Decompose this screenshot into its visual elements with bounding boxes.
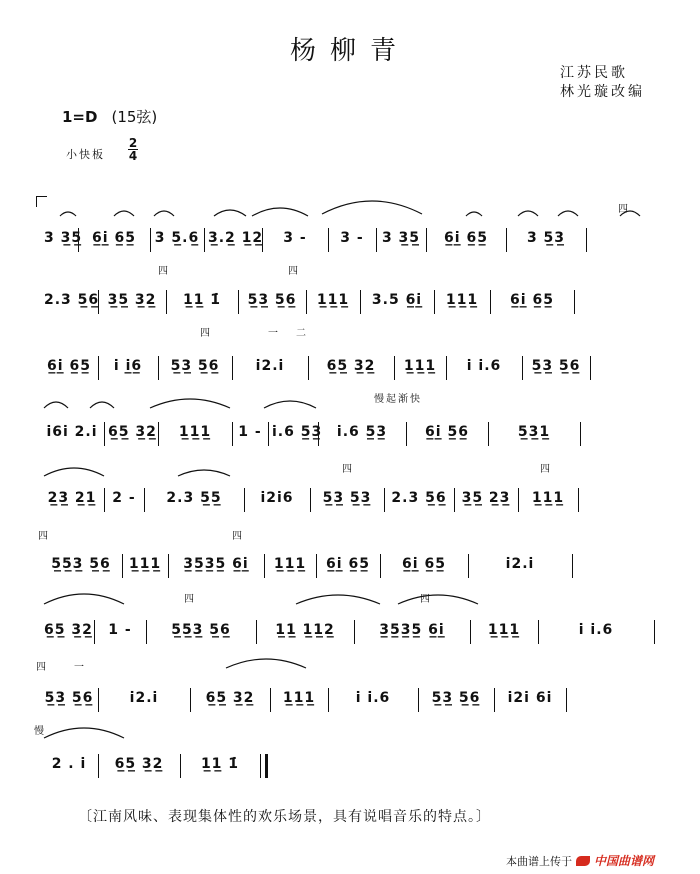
barline <box>354 620 355 644</box>
slur-arc <box>518 211 538 216</box>
key-label: 1=D <box>62 108 98 126</box>
measure: 3 3̲5̲ <box>381 230 421 246</box>
measure: 1̲1̲ 1̇ <box>182 292 222 308</box>
barline <box>180 754 181 778</box>
fingering-si: 四 <box>618 204 628 215</box>
measure: 1̲1̲1̲ <box>445 292 479 308</box>
barline <box>104 422 105 446</box>
barline <box>446 356 447 380</box>
tempo-slow-marking: 慢 <box>34 726 44 737</box>
score-row <box>40 556 660 582</box>
measure: 5̲5̲3̲ 5̲6̲ <box>171 622 231 638</box>
slur-arc <box>154 211 174 216</box>
measure: 6̲i̲̇ 6̲5̲ <box>444 230 488 246</box>
site-logo-icon <box>576 856 590 866</box>
measure: 6̲i̲̇ 5̲6̲ <box>425 424 469 440</box>
barline <box>418 688 419 712</box>
barline <box>490 290 491 314</box>
slur-arc <box>466 212 482 216</box>
measure: 3 5̲3̲ <box>526 230 566 246</box>
barline <box>166 290 167 314</box>
measure: 1̲1̲1̲ <box>487 622 521 638</box>
measure: 5̲5̲3̲ 5̲6̲ <box>51 556 111 572</box>
barline <box>270 688 271 712</box>
slur-arc <box>558 211 578 216</box>
site-name: 中国曲谱网 <box>594 854 655 868</box>
slur-arc <box>44 594 124 604</box>
barline <box>262 228 263 252</box>
performance-note: 〔江南风味、表现集体性的欢乐场景，具有说唱音乐的特点。〕 <box>78 809 491 825</box>
slur-arc <box>60 212 76 216</box>
score-row <box>40 756 660 782</box>
score-row <box>40 490 660 516</box>
barline <box>488 422 489 446</box>
measure: 2.3 5̲6̲ <box>44 292 100 308</box>
measure: 5̲3̲ 5̲6̲ <box>431 690 481 706</box>
fingering-si: 四 <box>38 531 48 542</box>
measure: 6̲i̲̇ 6̲5̲ <box>47 358 91 374</box>
measure: 1̲1̲1̲ <box>316 292 350 308</box>
measure: i̇ i̇.6 <box>355 690 391 706</box>
fingering-si: 四 <box>158 266 168 277</box>
slur-arc <box>296 595 380 604</box>
footer-text: 本曲谱上传于 <box>506 854 572 868</box>
barline <box>328 688 329 712</box>
measure: 5̲3̲ 5̲3̲ <box>322 490 372 506</box>
measure: i̇ i̇.6 <box>466 358 502 374</box>
measure: 3̲.2̲ 1̲2̲ <box>208 230 264 246</box>
barline <box>306 290 307 314</box>
barline <box>244 488 245 512</box>
fingering-si: 四 <box>342 464 352 475</box>
measure: 3̲5̲ 2̲3̲ <box>461 490 511 506</box>
barline <box>538 620 539 644</box>
fingering-yi: 一 <box>74 662 84 673</box>
barline <box>654 620 655 644</box>
slur-arc <box>44 728 124 738</box>
measure: 6̲i̲̇ 6̲5̲ <box>510 292 554 308</box>
barline <box>144 488 145 512</box>
measure: 3̲5̲ 3̲2̲ <box>107 292 157 308</box>
barline <box>578 488 579 512</box>
slur-arc <box>44 468 104 476</box>
slur-arc <box>90 402 114 408</box>
measure: i̇.6 5̲3̲ <box>336 424 388 440</box>
measure: 2.3 5̲6̲ <box>391 490 447 506</box>
slur-arc <box>44 402 68 408</box>
measure: 2.3 5̲5̲ <box>166 490 222 506</box>
barline <box>394 356 395 380</box>
measure: 5̲3̲ 5̲6̲ <box>247 292 297 308</box>
barline <box>454 488 455 512</box>
barline <box>78 228 79 252</box>
score-row <box>40 230 660 256</box>
fingering-si: 四 <box>232 531 242 542</box>
barline <box>470 620 471 644</box>
measure: 3̲5̲3̲5̲ 6̲i̲̇ <box>379 622 445 638</box>
barline <box>232 422 233 446</box>
genre-label: 江苏民歌 <box>560 65 628 81</box>
barline <box>238 290 239 314</box>
score-row <box>40 622 660 648</box>
measure: 3 - <box>283 230 307 246</box>
slur-arc <box>252 208 308 216</box>
barline <box>376 228 377 252</box>
barline <box>204 228 205 252</box>
barline <box>98 754 99 778</box>
slur-arc <box>398 595 478 604</box>
measure: 6̲i̲̇ 6̲5̲ <box>326 556 370 572</box>
barline <box>98 290 99 314</box>
measure: 1̲1̲1̲ <box>282 690 316 706</box>
attribution <box>560 64 645 102</box>
barline <box>572 554 573 578</box>
barline <box>360 290 361 314</box>
barline <box>580 422 581 446</box>
barline <box>318 422 319 446</box>
slur-arc <box>178 470 230 476</box>
measure: 6̲i̲̇ 6̲5̲ <box>402 556 446 572</box>
barline <box>268 422 269 446</box>
fingering-si: 四 <box>36 662 46 673</box>
measure: 1 - <box>238 424 262 440</box>
footer-credit <box>506 852 654 869</box>
barline <box>232 356 233 380</box>
measure: 5̲3̲ 5̲6̲ <box>531 358 581 374</box>
final-barline <box>265 754 268 778</box>
score-row <box>40 690 660 716</box>
measure: 3 5̲.6̲ <box>154 230 200 246</box>
measure: 6̲5̲ 3̲2̲ <box>108 424 157 440</box>
barline <box>308 356 309 380</box>
slur-arc <box>226 659 306 668</box>
barline <box>316 554 317 578</box>
barline <box>494 688 495 712</box>
barline <box>122 554 123 578</box>
meter-bottom: 4 <box>128 149 138 163</box>
barline <box>586 228 587 252</box>
barline <box>260 754 261 778</box>
barline <box>590 356 591 380</box>
barline <box>264 554 265 578</box>
time-signature <box>128 137 138 162</box>
key-alt-label: (15弦) <box>111 108 158 126</box>
measure: 1̲1̲1̲ <box>273 556 307 572</box>
measure: 5̲3̲1̲ <box>517 424 551 440</box>
measure: 1̲1̲1̲ <box>403 358 437 374</box>
score-row <box>40 424 660 450</box>
measure: 1̲1̲ 1̲1̲2̲ <box>275 622 335 638</box>
barline <box>522 356 523 380</box>
barline <box>310 488 311 512</box>
measure: 3 3̲5̲ <box>44 230 83 246</box>
barline <box>406 422 407 446</box>
system-bracket <box>36 196 47 207</box>
barline <box>190 688 191 712</box>
measure: i̇6i̇ 2.i̇ <box>46 424 98 440</box>
slur-arc <box>214 210 246 216</box>
score-row <box>40 358 660 384</box>
fingering-si: 四 <box>540 464 550 475</box>
measure: 5̲3̲ 5̲6̲ <box>44 690 94 706</box>
slur-arc <box>322 201 422 214</box>
barline <box>146 620 147 644</box>
measure: 6̲5̲ 3̲2̲ <box>114 756 164 772</box>
measure: 6̲5̲ 3̲2̲ <box>326 358 376 374</box>
barline <box>380 554 381 578</box>
fingering-si: 四 <box>200 328 210 339</box>
measure: i̇2.i̇ <box>129 690 159 706</box>
barline <box>168 554 169 578</box>
slur-arc <box>264 401 316 408</box>
fingering-si: 四 <box>288 266 298 277</box>
measure: i̇ i̲̇6̲ <box>113 358 143 374</box>
measure: 3̲5̲3̲5̲ 6̲i̲̇ <box>183 556 249 572</box>
measure: i̇.6 5̲3̲ <box>272 424 323 440</box>
fingering-er: 二 <box>296 328 306 339</box>
score-row <box>40 292 660 318</box>
tempo-marking: 小快板 <box>66 148 105 161</box>
measure: 1̲1̲1̲ <box>178 424 212 440</box>
measure: 1̲1̲1̲ <box>128 556 162 572</box>
measure: 6̲i̲̇ 6̲5̲ <box>92 230 136 246</box>
slur-arc <box>114 211 134 216</box>
measure: 3 - <box>340 230 364 246</box>
barline <box>98 688 99 712</box>
barline <box>384 488 385 512</box>
key-signature <box>62 106 157 127</box>
fingering-yi: 一 <box>268 328 278 339</box>
fingering-si: 四 <box>420 594 430 605</box>
barline <box>256 620 257 644</box>
measure: 3.5 6̲i̲̇ <box>371 292 423 308</box>
measure: 2 . i̇ <box>51 756 87 772</box>
barline <box>150 228 151 252</box>
measure: 1̲1̲1̲ <box>531 490 565 506</box>
barline <box>506 228 507 252</box>
page-title: 杨柳青 <box>289 36 410 66</box>
measure: 6̲5̲ 3̲2̲ <box>205 690 255 706</box>
measure: i̇2i̇6 <box>260 490 294 506</box>
tempo-change-marking: 慢起渐快 <box>374 394 422 405</box>
measure: 2 - <box>112 490 136 506</box>
measure: i̇2.i̇ <box>505 556 535 572</box>
measure: i̇2i̇ 6i̇ <box>507 690 553 706</box>
barline <box>98 356 99 380</box>
measure: 6̲5̲ 3̲2̲ <box>44 622 93 638</box>
measure: 1 - <box>108 622 132 638</box>
meter-top: 2 <box>128 136 138 150</box>
barline <box>328 228 329 252</box>
arranger-label: 林光璇改编 <box>560 84 645 100</box>
barline <box>426 228 427 252</box>
measure: 5̲3̲ 5̲6̲ <box>170 358 220 374</box>
barline <box>104 488 105 512</box>
measure: 1̲1̲ 1̇ <box>200 756 240 772</box>
measure: 2̲3̲ 2̲1̲ <box>47 490 97 506</box>
measure: i̇ i̇.6 <box>578 622 614 638</box>
barline <box>566 688 567 712</box>
barline <box>518 488 519 512</box>
barline <box>434 290 435 314</box>
barline <box>468 554 469 578</box>
fingering-si: 四 <box>184 594 194 605</box>
barline <box>574 290 575 314</box>
barline <box>94 620 95 644</box>
barline <box>158 356 159 380</box>
slur-arc <box>150 399 230 408</box>
barline <box>158 422 159 446</box>
measure: i̇2.i̇ <box>255 358 285 374</box>
